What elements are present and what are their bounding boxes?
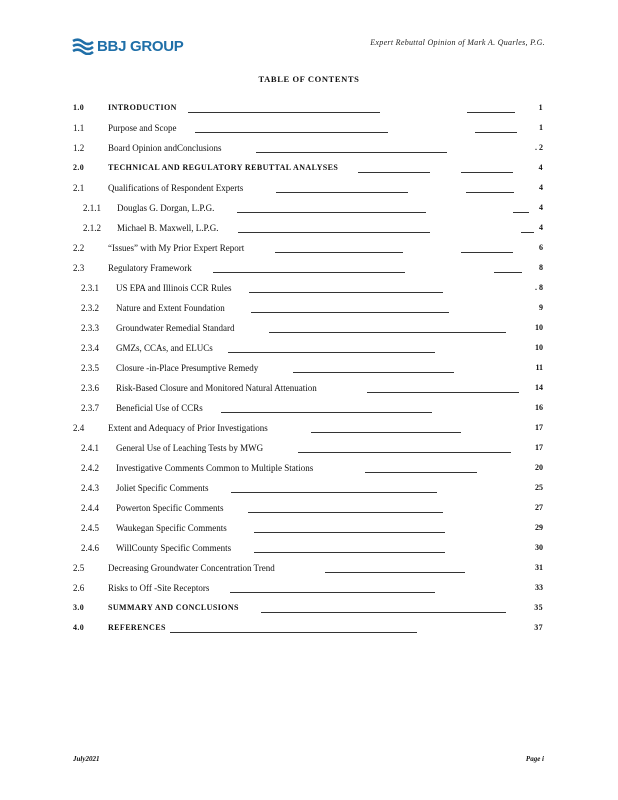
toc-entry-page: 4 bbox=[539, 183, 543, 192]
toc-entry-number: 3.0 bbox=[73, 603, 85, 612]
logo-text: BBJ GROUP bbox=[97, 37, 184, 55]
footer-date: July2021 bbox=[73, 755, 100, 763]
toc-entry[interactable] bbox=[73, 123, 543, 137]
toc-entry-number: 2.1.1 bbox=[83, 203, 101, 213]
toc-entry[interactable] bbox=[73, 563, 543, 577]
toc-leader-line bbox=[513, 212, 529, 213]
toc-entry-title: Powerton Specific Comments bbox=[116, 503, 224, 513]
toc-entry[interactable] bbox=[73, 183, 543, 197]
toc-entry-number: 2.3.3 bbox=[81, 323, 99, 333]
toc-entry-page: 10 bbox=[535, 343, 543, 352]
toc-entry-title: Douglas G. Dorgan, L.P.G. bbox=[117, 203, 215, 213]
toc-entry-title: Decreasing Groundwater Concentration Trend bbox=[108, 563, 275, 573]
toc-entry[interactable] bbox=[73, 383, 543, 397]
toc-entry[interactable] bbox=[73, 523, 543, 537]
toc-entry-page: . 8 bbox=[535, 283, 543, 292]
toc-entry-page: 29 bbox=[535, 523, 543, 532]
toc-entry-title: Groundwater Remedial Standard bbox=[116, 323, 235, 333]
toc-entry-number: 2.4.5 bbox=[81, 523, 99, 533]
toc-entry-title: Extent and Adequacy of Prior Investigations bbox=[108, 423, 268, 433]
toc-leader-line bbox=[261, 612, 506, 613]
toc-entry[interactable] bbox=[73, 483, 543, 497]
toc-entry-number: 4.0 bbox=[73, 623, 85, 632]
toc-entry-title: REFERENCES bbox=[108, 623, 166, 632]
company-logo bbox=[72, 36, 183, 56]
footer-page-number: Page i bbox=[525, 755, 544, 763]
toc-entry-page: 4 bbox=[539, 203, 543, 212]
toc-entry-title: Risks to Off -Site Receptors bbox=[108, 583, 210, 593]
toc-entry[interactable] bbox=[73, 443, 543, 457]
toc-entry-page: 20 bbox=[535, 463, 543, 472]
toc-entry-number: 1.2 bbox=[73, 143, 85, 153]
toc-entry-title: WillCounty Specific Comments bbox=[116, 543, 232, 553]
toc-entry-number: 2.3.2 bbox=[81, 303, 99, 313]
toc-entry-number: 1.1 bbox=[73, 123, 85, 133]
toc-entry-number: 2.6 bbox=[73, 583, 85, 593]
toc-entry[interactable] bbox=[73, 423, 543, 437]
toc-leader-line bbox=[276, 192, 408, 193]
toc-entry-number: 2.3.5 bbox=[81, 363, 99, 373]
toc-entry-title: Nature and Extent Foundation bbox=[116, 303, 225, 313]
toc-entry-number: 2.4.2 bbox=[81, 463, 99, 473]
toc-entry[interactable] bbox=[73, 323, 543, 337]
toc-entry-page: 17 bbox=[535, 443, 543, 452]
toc-entry-number: 2.4.1 bbox=[81, 443, 99, 453]
toc-entry-title: Closure -in-Place Presumptive Remedy bbox=[116, 363, 259, 373]
toc-entry-title: US EPA and Illinois CCR Rules bbox=[116, 283, 232, 293]
toc-leader-line bbox=[466, 192, 514, 193]
toc-entry[interactable] bbox=[73, 203, 543, 217]
toc-leader-line bbox=[256, 152, 447, 153]
toc-leader-line bbox=[521, 232, 534, 233]
toc-entry-number: 2.3 bbox=[73, 263, 85, 273]
toc-entry-number: 2.1.2 bbox=[83, 223, 101, 233]
toc-leader-line bbox=[238, 232, 430, 233]
toc-entry-number: 2.3.4 bbox=[81, 343, 99, 353]
toc-entry-title: Joliet Specific Comments bbox=[116, 483, 209, 493]
toc-entry-page: 4 bbox=[539, 223, 543, 232]
toc-entry[interactable] bbox=[73, 263, 543, 277]
toc-entry-number: 2.5 bbox=[73, 563, 85, 573]
toc-entry[interactable] bbox=[73, 243, 543, 257]
toc-leader-line bbox=[170, 632, 417, 633]
toc-leader-line bbox=[213, 272, 405, 273]
toc-entry-title: General Use of Leaching Tests by MWG bbox=[116, 443, 264, 453]
toc-entry[interactable] bbox=[73, 163, 543, 177]
toc-entry[interactable] bbox=[73, 363, 543, 377]
toc-leader-line bbox=[249, 292, 443, 293]
toc-leader-line bbox=[461, 252, 513, 253]
toc-entry[interactable] bbox=[73, 583, 543, 597]
toc-entry-title: Beneficial Use of CCRs bbox=[116, 403, 203, 413]
toc-entry-number: 2.0 bbox=[73, 163, 85, 172]
running-header-title: Expert Rebuttal Opinion of Mark A. Quarles, P.G. bbox=[370, 38, 545, 47]
toc-leader-line bbox=[293, 372, 454, 373]
toc-entry[interactable] bbox=[73, 603, 543, 617]
toc-leader-line bbox=[230, 592, 435, 593]
toc-entry[interactable] bbox=[73, 283, 543, 297]
toc-entry-title: SUMMARY AND CONCLUSIONS bbox=[108, 603, 239, 612]
toc-entry-page: 37 bbox=[534, 623, 543, 632]
toc-leader-line bbox=[248, 512, 443, 513]
toc-entry[interactable] bbox=[73, 543, 543, 557]
toc-entry-title: INTRODUCTION bbox=[108, 103, 177, 112]
toc-entry-title: Qualifications of Respondent Experts bbox=[108, 183, 244, 193]
toc-leader-line bbox=[358, 172, 430, 173]
toc-leader-line bbox=[311, 432, 461, 433]
toc-entry[interactable] bbox=[73, 303, 543, 317]
toc-entry-page: 1 bbox=[538, 103, 543, 112]
toc-entry-page: 9 bbox=[539, 303, 543, 312]
toc-entry[interactable] bbox=[73, 403, 543, 417]
toc-leader-line bbox=[367, 392, 519, 393]
toc-leader-line bbox=[251, 312, 449, 313]
toc-entry-page: 4 bbox=[538, 163, 543, 172]
toc-entry-title: GMZs, CCAs, and ELUCs bbox=[116, 343, 213, 353]
toc-leader-line bbox=[195, 132, 388, 133]
toc-entry-page: 6 bbox=[539, 243, 543, 252]
toc-leader-line bbox=[254, 532, 445, 533]
toc-entry-number: 1.0 bbox=[73, 103, 85, 112]
toc-leader-line bbox=[231, 492, 437, 493]
toc-entry[interactable] bbox=[73, 463, 543, 477]
toc-entry-title: Purpose and Scope bbox=[108, 123, 177, 133]
toc-entry-number: 2.3.7 bbox=[81, 403, 99, 413]
toc-leader-line bbox=[254, 552, 445, 553]
toc-entry-page: 33 bbox=[535, 583, 543, 592]
toc-entry-number: 2.4.4 bbox=[81, 503, 99, 513]
toc-entry-title: Investigative Comments Common to Multiple Stations bbox=[116, 463, 314, 473]
toc-entry-page: 14 bbox=[535, 383, 543, 392]
toc-leader-line bbox=[461, 172, 513, 173]
toc-entry-title: Michael B. Maxwell, L.P.G. bbox=[117, 223, 219, 233]
toc-entry-page: 25 bbox=[535, 483, 543, 492]
toc-entry-title: Risk-Based Closure and Monitored Natural Attenuation bbox=[116, 383, 317, 393]
toc-entry-number: 2.4 bbox=[73, 423, 85, 433]
toc-leader-line bbox=[228, 352, 435, 353]
toc-entry-page: 31 bbox=[535, 563, 543, 572]
toc-entry-number: 2.4.3 bbox=[81, 483, 99, 493]
toc-entry-page: 17 bbox=[535, 423, 543, 432]
toc-entry-number: 2.1 bbox=[73, 183, 85, 193]
toc-entry-page: 8 bbox=[539, 263, 543, 272]
toc-leader-line bbox=[237, 212, 426, 213]
toc-entry-page: 10 bbox=[535, 323, 543, 332]
toc-entry[interactable] bbox=[73, 623, 543, 637]
toc-leader-line bbox=[467, 112, 515, 113]
bbj-wave-icon bbox=[72, 37, 94, 55]
toc-leader-line bbox=[325, 572, 465, 573]
toc-entry-number: 2.4.6 bbox=[81, 543, 99, 553]
toc-entry-page: 11 bbox=[535, 363, 543, 372]
toc-entry-page: 16 bbox=[535, 403, 543, 412]
toc-entry-page: 35 bbox=[534, 603, 543, 612]
toc-leader-line bbox=[221, 412, 432, 413]
toc-leader-line bbox=[188, 112, 380, 113]
toc-entry-page: 1 bbox=[539, 123, 543, 132]
toc-entry-title: Board Opinion andConclusions bbox=[108, 143, 222, 153]
toc-leader-line bbox=[298, 452, 511, 453]
toc-entry-number: 2.2 bbox=[73, 243, 85, 253]
toc-entry-number: 2.3.6 bbox=[81, 383, 99, 393]
toc-entry-page: 30 bbox=[535, 543, 543, 552]
toc-entry[interactable] bbox=[73, 143, 543, 157]
toc-entry-title: Regulatory Framework bbox=[108, 263, 192, 273]
toc-entry[interactable] bbox=[73, 503, 543, 517]
toc-entry-page: 27 bbox=[535, 503, 543, 512]
toc-leader-line bbox=[365, 472, 477, 473]
toc-entry-title: “Issues” with My Prior Expert Report bbox=[108, 243, 245, 253]
toc-entry[interactable] bbox=[73, 343, 543, 357]
toc-entry-title: TECHNICAL AND REGULATORY REBUTTAL ANALYSES bbox=[108, 163, 339, 172]
toc-leader-line bbox=[269, 332, 506, 333]
toc-entry[interactable] bbox=[73, 103, 543, 117]
toc-title: TABLE OF CONTENTS bbox=[258, 74, 360, 84]
toc-leader-line bbox=[275, 252, 403, 253]
toc-leader-line bbox=[494, 272, 522, 273]
toc-entry-page: . 2 bbox=[535, 143, 543, 152]
toc-entry[interactable] bbox=[73, 223, 543, 237]
toc-entry-number: 2.3.1 bbox=[81, 283, 99, 293]
toc-leader-line bbox=[475, 132, 517, 133]
toc-entry-title: Waukegan Specific Comments bbox=[116, 523, 227, 533]
